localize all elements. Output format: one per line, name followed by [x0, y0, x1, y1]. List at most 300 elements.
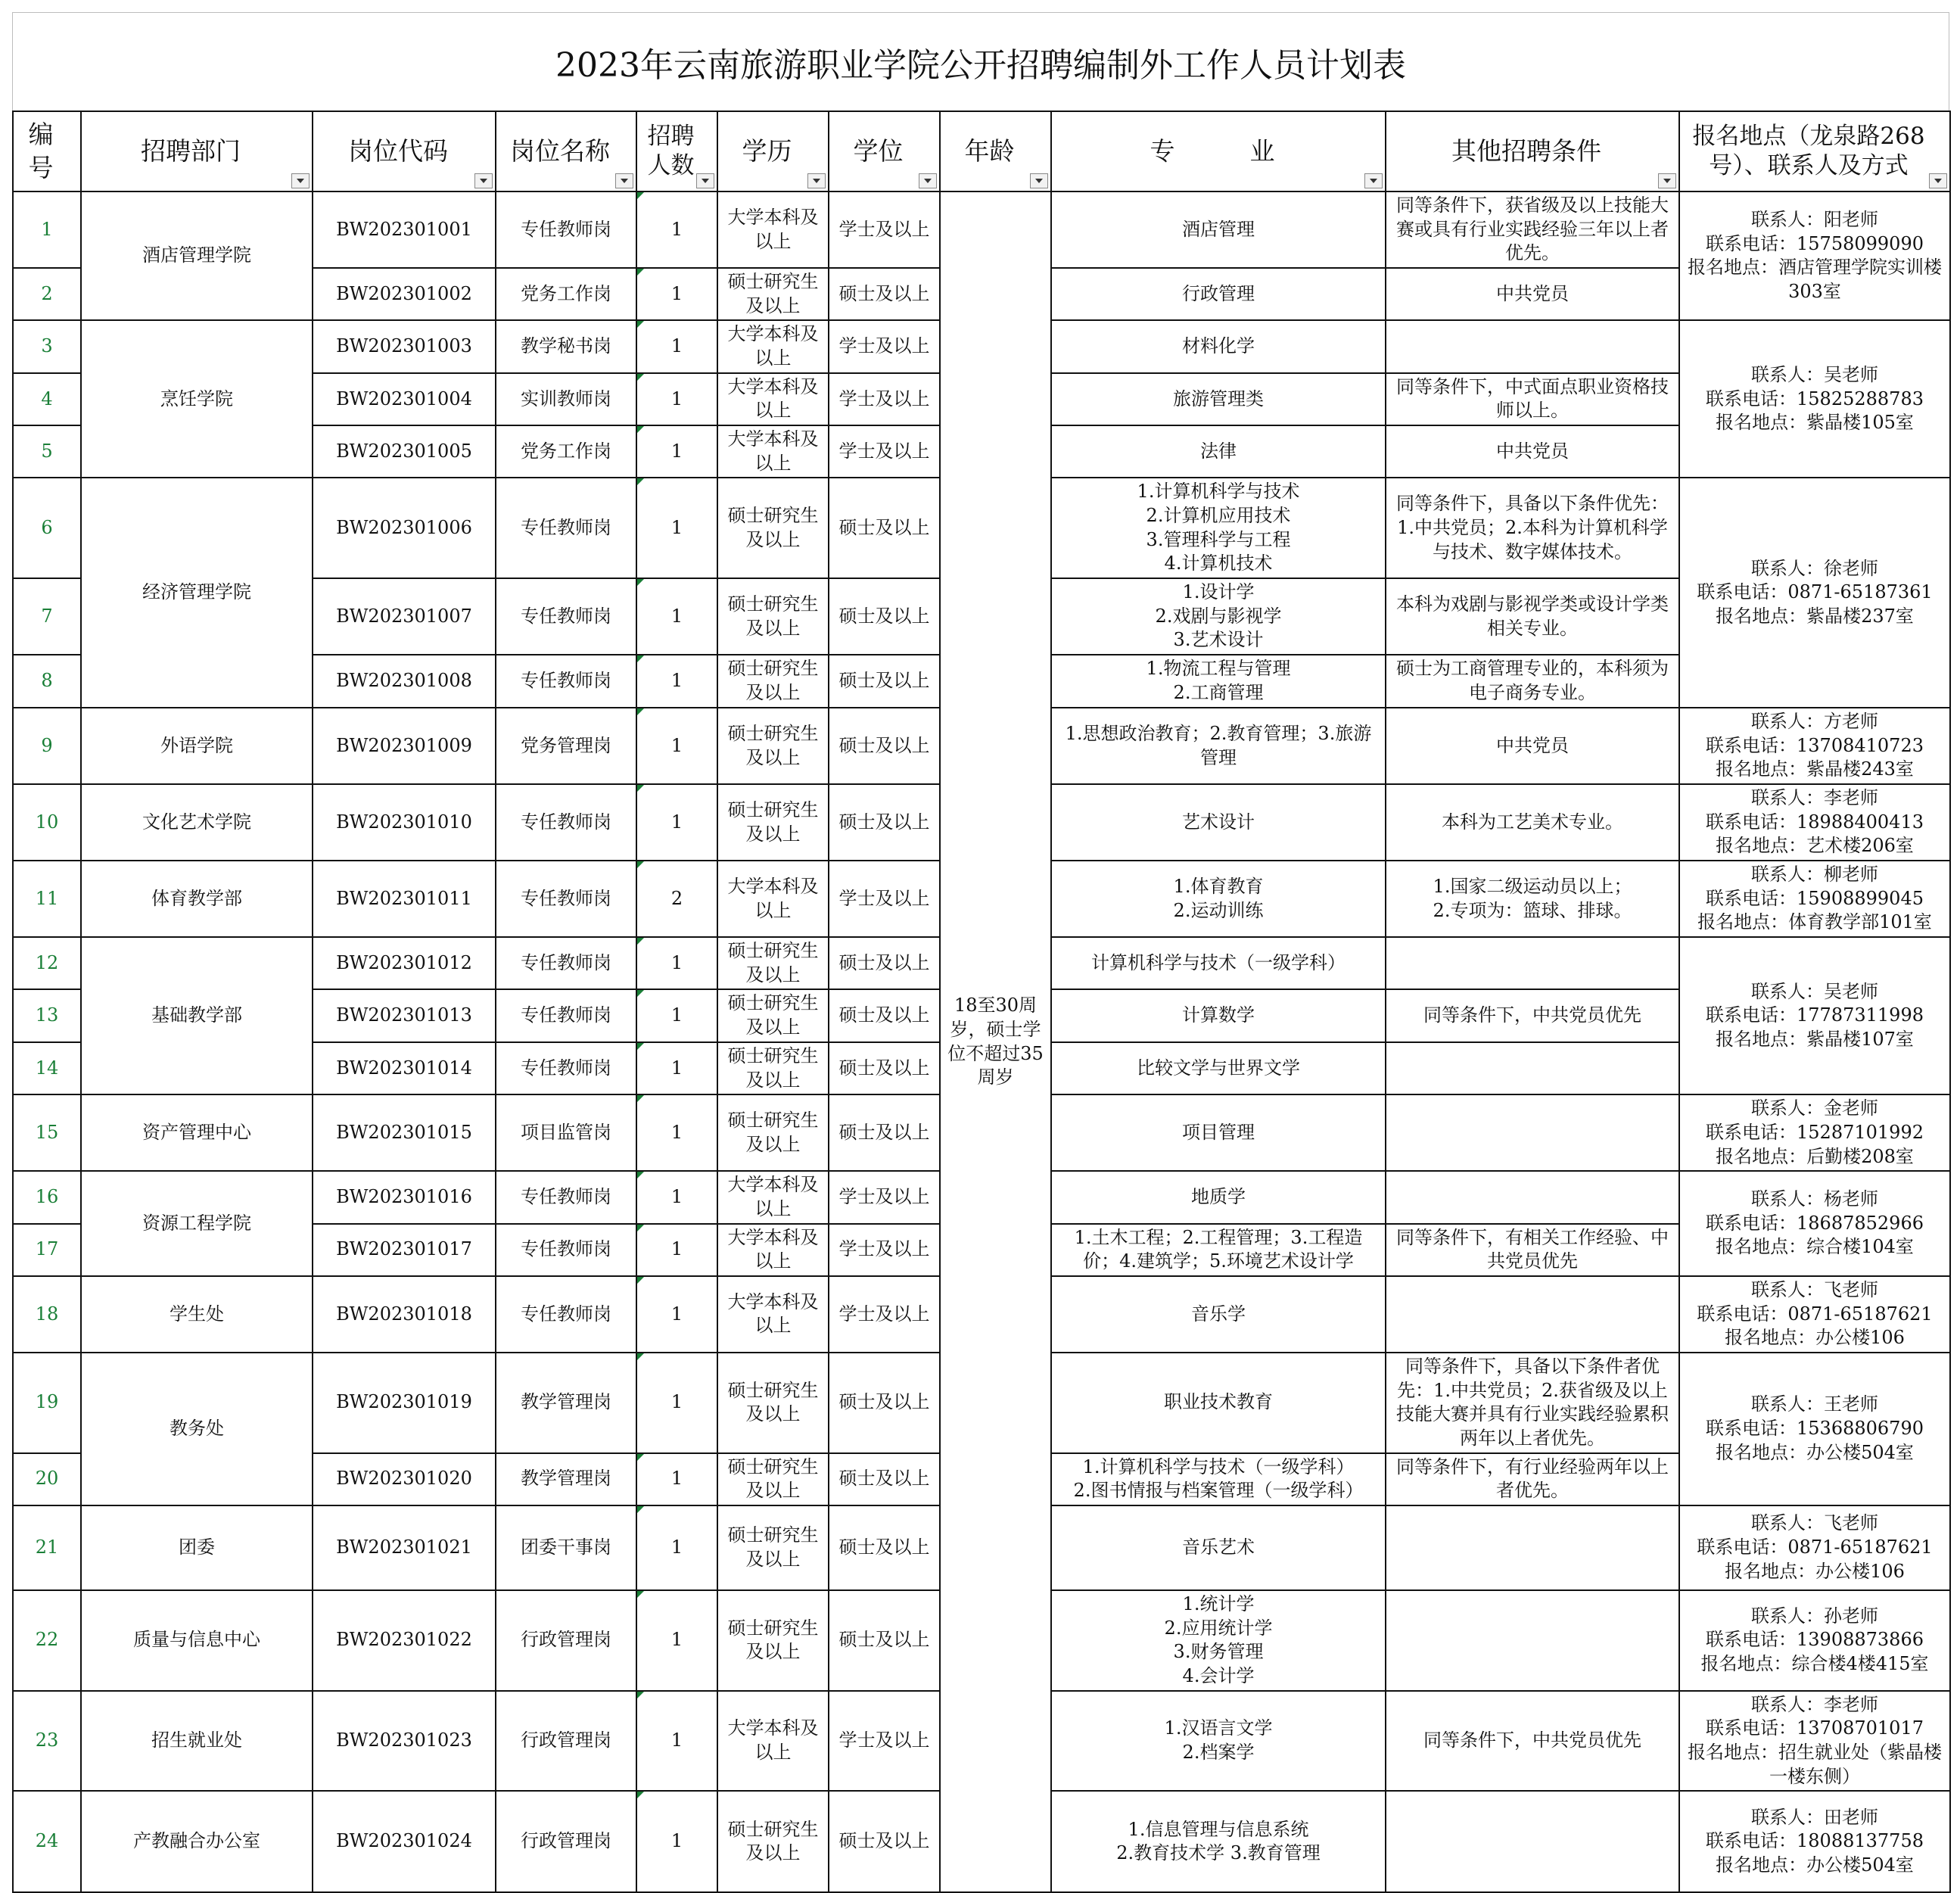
- row-number-text: 15: [35, 1121, 59, 1143]
- filter-dropdown-icon[interactable]: [1030, 173, 1048, 188]
- degree-cell-text: 学士及以上: [838, 388, 930, 409]
- table-row: [13, 191, 1950, 268]
- row-number-text: 21: [35, 1537, 59, 1558]
- education-cell: [717, 989, 829, 1041]
- filter-dropdown-icon[interactable]: [1929, 173, 1947, 188]
- department-cell: [81, 1505, 313, 1590]
- contact-cell: [1679, 1353, 1950, 1505]
- position-name-cell: [496, 268, 636, 320]
- department-cell: [81, 1791, 313, 1892]
- education-cell-text: 硕士研究生及以上: [727, 1045, 819, 1091]
- degree-cell: [829, 937, 940, 989]
- degree-cell: [829, 1276, 940, 1353]
- other-conditions-cell: [1386, 1094, 1679, 1171]
- row-number-text: 16: [35, 1186, 59, 1208]
- position-code-cell-text: BW202301019: [336, 1391, 472, 1413]
- col-position-name-label: 岗位名称: [510, 136, 610, 167]
- major-cell: [1051, 268, 1386, 320]
- position-name-cell-text: 党务工作岗: [521, 282, 611, 304]
- headcount-cell: [636, 578, 717, 655]
- other-conditions-cell: [1386, 1691, 1679, 1792]
- other-conditions-cell-text: 同等条件下，中共党员优先: [1423, 1730, 1641, 1751]
- other-conditions-cell: [1386, 989, 1679, 1041]
- row-number-text: 18: [35, 1303, 59, 1325]
- education-cell: [717, 1791, 829, 1892]
- education-cell: [717, 784, 829, 861]
- major-cell: [1051, 989, 1386, 1041]
- col-age-header: [940, 111, 1051, 191]
- other-conditions-cell-text: 中共党员: [1496, 282, 1569, 304]
- major-cell: [1051, 1791, 1386, 1892]
- position-code-cell: [313, 1094, 496, 1171]
- filter-dropdown-icon[interactable]: [615, 173, 633, 188]
- other-conditions-cell: [1386, 1590, 1679, 1691]
- education-cell-text: 硕士研究生及以上: [727, 658, 819, 704]
- position-code-cell: [313, 1276, 496, 1353]
- degree-cell-text: 硕士及以上: [838, 734, 930, 756]
- position-name-cell: [496, 1353, 636, 1453]
- major-cell: [1051, 1590, 1386, 1691]
- education-cell: [717, 1042, 829, 1094]
- degree-cell: [829, 1042, 940, 1094]
- position-code-cell: [313, 1171, 496, 1223]
- contact-cell: [1679, 937, 1950, 1094]
- degree-cell-text: 硕士及以上: [838, 811, 930, 833]
- contact-cell: [1679, 1791, 1950, 1892]
- filter-dropdown-icon[interactable]: [807, 173, 826, 188]
- row-number-text: 9: [41, 734, 53, 756]
- position-code-cell: [313, 268, 496, 320]
- position-name-cell-text: 教学秘书岗: [521, 335, 611, 357]
- degree-cell-text: 学士及以上: [838, 1303, 930, 1325]
- degree-cell: [829, 1505, 940, 1590]
- department-cell-text: 经济管理学院: [142, 581, 251, 603]
- headcount-cell: [636, 1691, 717, 1792]
- headcount-cell: [636, 655, 717, 708]
- row-number: [13, 1791, 81, 1892]
- position-code-cell-text: BW202301007: [336, 605, 472, 627]
- major-cell-text: 艺术设计: [1182, 811, 1255, 833]
- col-contact-label: 报名地点（龙泉路268号）、联系人及方式: [1692, 123, 1925, 179]
- position-name-cell: [496, 1590, 636, 1691]
- headcount-cell: [636, 1791, 717, 1892]
- row-number-text: 1: [41, 218, 53, 240]
- degree-cell-text: 硕士及以上: [838, 1629, 930, 1651]
- position-code-cell-text: BW202301014: [336, 1057, 472, 1079]
- department-cell-text: 烹饪学院: [160, 388, 233, 409]
- row-number: [13, 478, 81, 578]
- degree-cell: [829, 1224, 940, 1276]
- degree-cell-text: 硕士及以上: [838, 951, 930, 973]
- position-name-cell-text: 实训教师岗: [521, 388, 611, 409]
- major-cell: [1051, 1453, 1386, 1505]
- headcount-cell: [636, 1276, 717, 1353]
- position-name-cell: [496, 1453, 636, 1505]
- degree-cell-text: 学士及以上: [838, 1186, 930, 1208]
- position-name-cell: [496, 1171, 636, 1223]
- position-code-cell: [313, 320, 496, 372]
- major-cell: [1051, 1224, 1386, 1276]
- degree-cell: [829, 1791, 940, 1892]
- degree-cell-text: 硕士及以上: [838, 1057, 930, 1079]
- headcount-cell: [636, 1590, 717, 1691]
- position-name-cell-text: 党务工作岗: [521, 440, 611, 462]
- major-cell-text: 酒店管理: [1182, 218, 1255, 240]
- position-code-cell-text: BW202301005: [336, 440, 472, 462]
- department-cell-text: 教务处: [170, 1418, 224, 1440]
- other-conditions-cell-text: 同等条件下，中共党员优先: [1423, 1004, 1641, 1026]
- headcount-cell: [636, 1224, 717, 1276]
- position-code-cell-text: BW202301009: [336, 734, 472, 756]
- major-cell: [1051, 937, 1386, 989]
- position-name-cell-text: 教学管理岗: [521, 1468, 611, 1490]
- position-name-cell-text: 专任教师岗: [521, 218, 611, 240]
- other-conditions-cell: [1386, 478, 1679, 578]
- degree-cell-text: 硕士及以上: [838, 516, 930, 538]
- degree-cell: [829, 1590, 940, 1691]
- degree-cell: [829, 1691, 940, 1792]
- degree-cell: [829, 320, 940, 372]
- degree-cell-text: 学士及以上: [838, 218, 930, 240]
- degree-cell-text: 学士及以上: [838, 1238, 930, 1260]
- position-code-cell-text: BW202301016: [336, 1186, 472, 1208]
- position-name-cell: [496, 1691, 636, 1792]
- row-number: [13, 268, 81, 320]
- position-code-cell-text: BW202301021: [336, 1537, 472, 1558]
- headcount-cell: [636, 937, 717, 989]
- contact-cell-text: 联系人：王老师 联系电话：15368806790 报名地点：办公楼504室: [1706, 1393, 1924, 1463]
- education-cell: [717, 478, 829, 578]
- row-number: [13, 1094, 81, 1171]
- row-number-text: 24: [35, 1830, 59, 1852]
- contact-cell: [1679, 1505, 1950, 1590]
- major-cell-text: 1.思想政治教育；2.教育管理；3.旅游管理: [1065, 722, 1372, 768]
- education-cell: [717, 191, 829, 268]
- education-cell-text: 硕士研究生及以上: [727, 593, 819, 639]
- row-number: [13, 373, 81, 425]
- row-number: [13, 1171, 81, 1223]
- row-number-text: 13: [35, 1004, 59, 1026]
- filter-dropdown-icon[interactable]: [291, 173, 310, 188]
- major-cell-text: 比较文学与世界文学: [1137, 1057, 1300, 1079]
- row-number: [13, 989, 81, 1041]
- col-age-label: 年龄: [964, 136, 1015, 167]
- headcount-cell: [636, 320, 717, 372]
- row-number-text: 17: [35, 1238, 59, 1260]
- position-name-cell-text: 党务管理岗: [521, 734, 611, 756]
- col-position-code-header: [313, 111, 496, 191]
- row-number: [13, 1590, 81, 1691]
- col-position-name-header: [496, 111, 636, 191]
- department-cell: [81, 708, 313, 784]
- position-name-cell: [496, 320, 636, 372]
- row-number: [13, 1224, 81, 1276]
- education-cell-text: 硕士研究生及以上: [727, 992, 819, 1038]
- headcount-cell: [636, 1042, 717, 1094]
- degree-cell: [829, 784, 940, 861]
- other-conditions-cell: [1386, 708, 1679, 784]
- position-name-cell: [496, 478, 636, 578]
- headcount-cell-text: 1: [670, 282, 683, 304]
- headcount-cell-text: 1: [670, 605, 683, 627]
- major-cell: [1051, 655, 1386, 708]
- major-cell: [1051, 425, 1386, 478]
- major-cell: [1051, 861, 1386, 937]
- major-cell-text: 行政管理: [1182, 282, 1255, 304]
- other-conditions-cell: [1386, 268, 1679, 320]
- contact-cell: [1679, 1276, 1950, 1353]
- age-requirement-cell-text: 18至30周岁，硕士学位不超过35周岁: [947, 995, 1044, 1088]
- headcount-cell-text: 1: [670, 734, 683, 756]
- contact-cell: [1679, 861, 1950, 937]
- other-conditions-cell: [1386, 1453, 1679, 1505]
- major-cell-text: 1.统计学 2.应用统计学 3.财务管理 4.会计学: [1164, 1593, 1273, 1686]
- department-cell: [81, 1691, 313, 1792]
- position-name-cell-text: 专任教师岗: [521, 951, 611, 973]
- row-number-text: 12: [35, 951, 59, 973]
- position-name-cell-text: 专任教师岗: [521, 1004, 611, 1026]
- position-name-cell-text: 团委干事岗: [521, 1537, 611, 1558]
- headcount-cell: [636, 1505, 717, 1590]
- contact-cell: [1679, 1691, 1950, 1792]
- degree-cell-text: 学士及以上: [838, 335, 930, 357]
- position-name-cell: [496, 425, 636, 478]
- contact-cell-text: 联系人：田老师 联系电话：18088137758 报名地点：办公楼504室: [1706, 1806, 1924, 1876]
- headcount-cell-text: 1: [670, 1057, 683, 1079]
- position-code-cell: [313, 1042, 496, 1094]
- major-cell-text: 材料化学: [1182, 335, 1255, 357]
- other-conditions-cell-text: 同等条件下，具备以下条件优先：1.中共党员；2.本科为计算机科学与技术、数字媒体技术。: [1396, 493, 1669, 562]
- major-cell: [1051, 1691, 1386, 1792]
- contact-cell-text: 联系人：方老师 联系电话：13708410723 报名地点：紫晶楼243室: [1706, 711, 1924, 780]
- contact-cell-text: 联系人：柳老师 联系电话：15908899045 报名地点：体育教学部101室: [1697, 864, 1932, 933]
- headcount-cell: [636, 191, 717, 268]
- row-number-text: 11: [35, 887, 59, 909]
- row-number-text: 20: [35, 1468, 59, 1490]
- headcount-cell: [636, 268, 717, 320]
- education-cell: [717, 1453, 829, 1505]
- degree-cell: [829, 191, 940, 268]
- position-code-cell: [313, 1505, 496, 1590]
- position-name-cell: [496, 1094, 636, 1171]
- major-cell: [1051, 1171, 1386, 1223]
- degree-cell-text: 学士及以上: [838, 1730, 930, 1751]
- education-cell: [717, 1505, 829, 1590]
- row-number-text: 14: [35, 1057, 59, 1079]
- headcount-cell-text: 1: [670, 218, 683, 240]
- position-name-cell-text: 行政管理岗: [521, 1629, 611, 1651]
- position-name-cell: [496, 191, 636, 268]
- education-cell-text: 硕士研究生及以上: [727, 271, 819, 316]
- education-cell-text: 硕士研究生及以上: [727, 1524, 819, 1570]
- filter-dropdown-icon[interactable]: [919, 173, 937, 188]
- degree-cell-text: 硕士及以上: [838, 1004, 930, 1026]
- position-code-cell: [313, 425, 496, 478]
- row-number: [13, 1505, 81, 1590]
- major-cell-text: 1.设计学 2.戏剧与影视学 3.艺术设计: [1155, 581, 1282, 651]
- position-code-cell: [313, 478, 496, 578]
- education-cell-text: 大学本科及以上: [727, 1291, 819, 1337]
- major-cell-text: 地质学: [1191, 1186, 1246, 1208]
- headcount-cell-text: 1: [670, 1468, 683, 1490]
- education-cell: [717, 1276, 829, 1353]
- major-cell-text: 项目管理: [1182, 1121, 1255, 1143]
- headcount-cell-text: 1: [670, 1629, 683, 1651]
- other-conditions-cell-text: 硕士为工商管理专业的，本科须为电子商务专业。: [1396, 658, 1669, 704]
- filter-dropdown-icon[interactable]: [1364, 173, 1383, 188]
- row-number-text: 8: [41, 670, 53, 692]
- position-code-cell-text: BW202301022: [336, 1629, 472, 1651]
- position-code-cell: [313, 1353, 496, 1453]
- row-number-text: 19: [35, 1391, 59, 1413]
- position-code-cell-text: BW202301012: [336, 951, 472, 973]
- contact-cell: [1679, 708, 1950, 784]
- department-cell: [81, 478, 313, 708]
- headcount-cell-text: 1: [670, 1121, 683, 1143]
- department-cell: [81, 191, 313, 320]
- col-number-header: [13, 111, 81, 191]
- other-conditions-cell: [1386, 373, 1679, 425]
- col-contact-header: [1679, 111, 1950, 191]
- headcount-cell: [636, 989, 717, 1041]
- position-code-cell: [313, 1224, 496, 1276]
- department-cell: [81, 320, 313, 478]
- row-number: [13, 1453, 81, 1505]
- filter-dropdown-icon[interactable]: [474, 173, 493, 188]
- major-cell-text: 职业技术教育: [1164, 1391, 1273, 1413]
- headcount-cell-text: 1: [670, 1730, 683, 1751]
- position-code-cell-text: BW202301013: [336, 1004, 472, 1026]
- position-code-cell-text: BW202301023: [336, 1730, 472, 1751]
- education-cell-text: 大学本科及以上: [727, 323, 819, 369]
- contact-cell: [1679, 320, 1950, 478]
- row-number: [13, 425, 81, 478]
- education-cell: [717, 655, 829, 708]
- other-conditions-cell: [1386, 1276, 1679, 1353]
- degree-cell-text: 硕士及以上: [838, 1830, 930, 1852]
- major-cell: [1051, 1042, 1386, 1094]
- filter-dropdown-icon[interactable]: [1658, 173, 1676, 188]
- degree-cell: [829, 1453, 940, 1505]
- col-major-label: 专 业: [1150, 136, 1275, 167]
- education-cell-text: 硕士研究生及以上: [727, 1110, 819, 1155]
- position-code-cell-text: BW202301015: [336, 1121, 472, 1143]
- contact-cell-text: 联系人：阳老师 联系电话：15758099090 报名地点：酒店管理学院实训楼303室: [1688, 208, 1942, 302]
- position-code-cell-text: BW202301006: [336, 516, 472, 538]
- other-conditions-cell: [1386, 320, 1679, 372]
- headcount-cell-text: 1: [670, 1303, 683, 1325]
- major-cell: [1051, 1276, 1386, 1353]
- position-name-cell: [496, 1042, 636, 1094]
- major-cell-text: 音乐学: [1191, 1303, 1246, 1325]
- other-conditions-cell: [1386, 655, 1679, 708]
- other-conditions-cell-text: 同等条件下，具备以下条件者优先：1.中共党员；2.获省级及以上技能大赛并具有行业实践经验累积两年以上者优先。: [1396, 1355, 1669, 1449]
- recruitment-plan-table: [12, 111, 1951, 1893]
- position-name-cell-text: 专任教师岗: [521, 887, 611, 909]
- other-conditions-cell: [1386, 937, 1679, 989]
- major-cell: [1051, 578, 1386, 655]
- department-cell: [81, 1094, 313, 1171]
- major-cell: [1051, 191, 1386, 268]
- row-number: [13, 1353, 81, 1453]
- education-cell: [717, 578, 829, 655]
- position-code-cell: [313, 1791, 496, 1892]
- position-name-cell-text: 专任教师岗: [521, 811, 611, 833]
- department-cell-text: 招生就业处: [151, 1730, 242, 1751]
- headcount-cell-text: 1: [670, 811, 683, 833]
- degree-cell-text: 硕士及以上: [838, 1468, 930, 1490]
- major-cell: [1051, 784, 1386, 861]
- position-code-cell: [313, 937, 496, 989]
- position-name-cell-text: 专任教师岗: [521, 1303, 611, 1325]
- row-number: [13, 578, 81, 655]
- degree-cell: [829, 1094, 940, 1171]
- other-conditions-cell: [1386, 784, 1679, 861]
- education-cell-text: 大学本科及以上: [727, 1717, 819, 1763]
- position-code-cell-text: BW202301004: [336, 388, 472, 409]
- position-name-cell-text: 项目监管岗: [521, 1121, 611, 1143]
- filter-dropdown-icon[interactable]: [696, 173, 714, 188]
- headcount-cell-text: 1: [670, 1004, 683, 1026]
- department-cell-text: 基础教学部: [151, 1004, 242, 1026]
- other-conditions-cell: [1386, 1505, 1679, 1590]
- row-number: [13, 784, 81, 861]
- other-conditions-cell: [1386, 1791, 1679, 1892]
- other-conditions-cell-text: 中共党员: [1496, 440, 1569, 462]
- col-education-header: [717, 111, 829, 191]
- major-cell: [1051, 320, 1386, 372]
- contact-cell-text: 联系人：李老师 联系电话：13708701017 报名地点：招生就业处（紫晶楼一楼东侧）: [1688, 1693, 1942, 1787]
- position-name-cell: [496, 1276, 636, 1353]
- contact-cell: [1679, 478, 1950, 708]
- major-cell-text: 1.土木工程；2.工程管理；3.工程造价；4.建筑学；5.环境艺术设计学: [1074, 1226, 1363, 1272]
- headcount-cell-text: 1: [670, 335, 683, 357]
- education-cell: [717, 1224, 829, 1276]
- education-cell-text: 大学本科及以上: [727, 1226, 819, 1272]
- department-cell-text: 体育教学部: [151, 887, 242, 909]
- headcount-cell-text: 1: [670, 516, 683, 538]
- degree-cell: [829, 1171, 940, 1223]
- headcount-cell: [636, 425, 717, 478]
- education-cell: [717, 1094, 829, 1171]
- col-education-label: 学历: [742, 136, 792, 167]
- headcount-cell-text: 1: [670, 1830, 683, 1852]
- major-cell-text: 音乐艺术: [1182, 1537, 1255, 1558]
- education-cell: [717, 1171, 829, 1223]
- degree-cell: [829, 708, 940, 784]
- row-number: [13, 708, 81, 784]
- education-cell: [717, 373, 829, 425]
- row-number: [13, 1042, 81, 1094]
- education-cell: [717, 1590, 829, 1691]
- row-number-text: 3: [41, 335, 53, 357]
- col-degree-header: [829, 111, 940, 191]
- major-cell-text: 1.体育教育 2.运动训练: [1173, 875, 1264, 921]
- position-name-cell: [496, 937, 636, 989]
- position-name-cell-text: 行政管理岗: [521, 1730, 611, 1751]
- other-conditions-cell: [1386, 191, 1679, 268]
- education-cell: [717, 708, 829, 784]
- contact-cell-text: 联系人：飞老师 联系电话：0871-65187621 报名地点：办公楼106: [1697, 1512, 1933, 1582]
- education-cell-text: 大学本科及以上: [727, 875, 819, 921]
- position-code-cell-text: BW202301017: [336, 1238, 472, 1260]
- major-cell: [1051, 1353, 1386, 1453]
- position-code-cell-text: BW202301010: [336, 811, 472, 833]
- degree-cell-text: 硕士及以上: [838, 1391, 930, 1413]
- other-conditions-cell-text: 同等条件下，中式面点职业资格技师以上。: [1396, 375, 1669, 422]
- position-code-cell-text: BW202301020: [336, 1468, 472, 1490]
- other-conditions-cell-text: 中共党员: [1496, 734, 1569, 756]
